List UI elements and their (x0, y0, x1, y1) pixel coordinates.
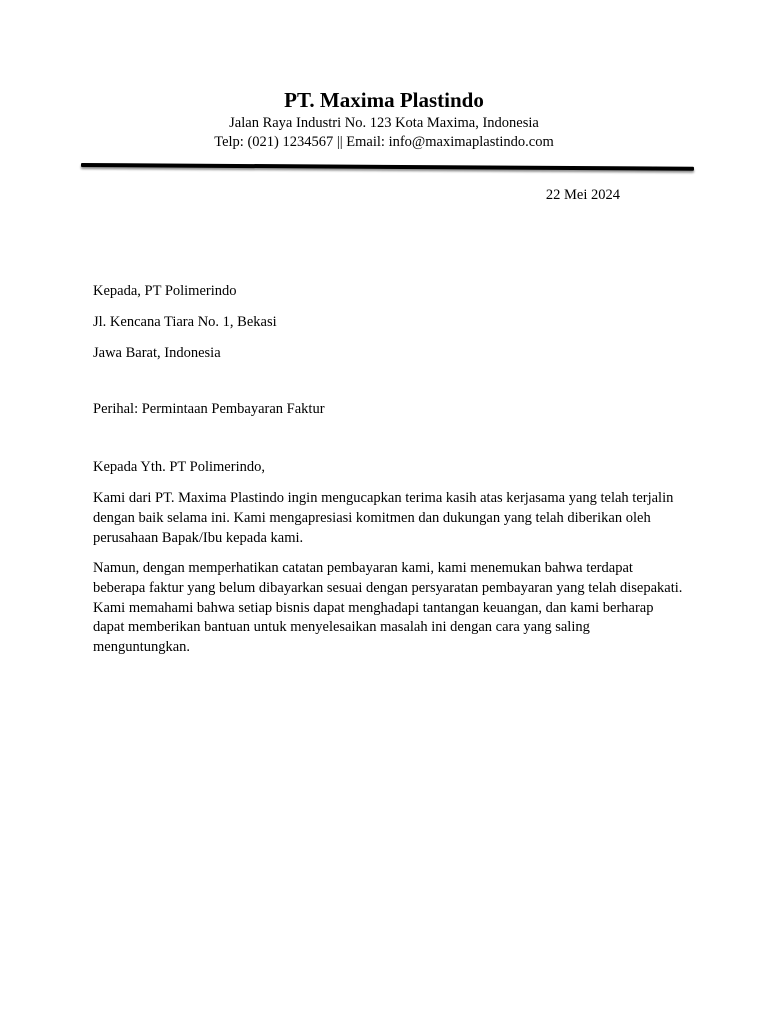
recipient-street: Jl. Kencana Tiara No. 1, Bekasi (93, 314, 277, 330)
company-address: Jalan Raya Industri No. 123 Kota Maxima, Indonesia (229, 115, 539, 131)
paragraph-2: Namun, dengan memperhatikan catatan pembayaran kami, kami menemukan bahwa terdapat beberapa faktur yang belum dibayarkan sesuai dengan persyaratan pembayaran yang telah disepakati. Kami memahami bahwa setiap bisnis dapat menghadapi tantangan keuangan, dan kami berharap dapat memberikan bantuan untuk menyelesaikan masalah ini dengan cara yang saling menguntungkan. (93, 560, 683, 656)
recipient-region: Jawa Barat, Indonesia (93, 345, 221, 361)
letterhead (0, 86, 768, 152)
paragraph-1: Kami dari PT. Maxima Plastindo ingin mengucapkan terima kasih atas kerjasama yang telah terjalin dengan baik selama ini. Kami mengapresiasi komitmen dan dukungan yang telah diberikan oleh perusahaan Bapak/Ibu kepada kami. (93, 490, 674, 546)
letter-salutation: Kepada Yth. PT Polimerindo, (93, 459, 265, 475)
company-name: PT. Maxima Plastindo (284, 88, 484, 112)
letter-subject: Perihal: Permintaan Pembayaran Faktur (93, 401, 325, 417)
recipient-name: Kepada, PT Polimerindo (93, 283, 237, 299)
letterhead-divider (81, 163, 694, 171)
company-contact: Telp: (021) 1234567 || Email: info@maximaplastindo.com (214, 134, 554, 150)
letter-date: 22 Mei 2024 (545, 187, 620, 203)
